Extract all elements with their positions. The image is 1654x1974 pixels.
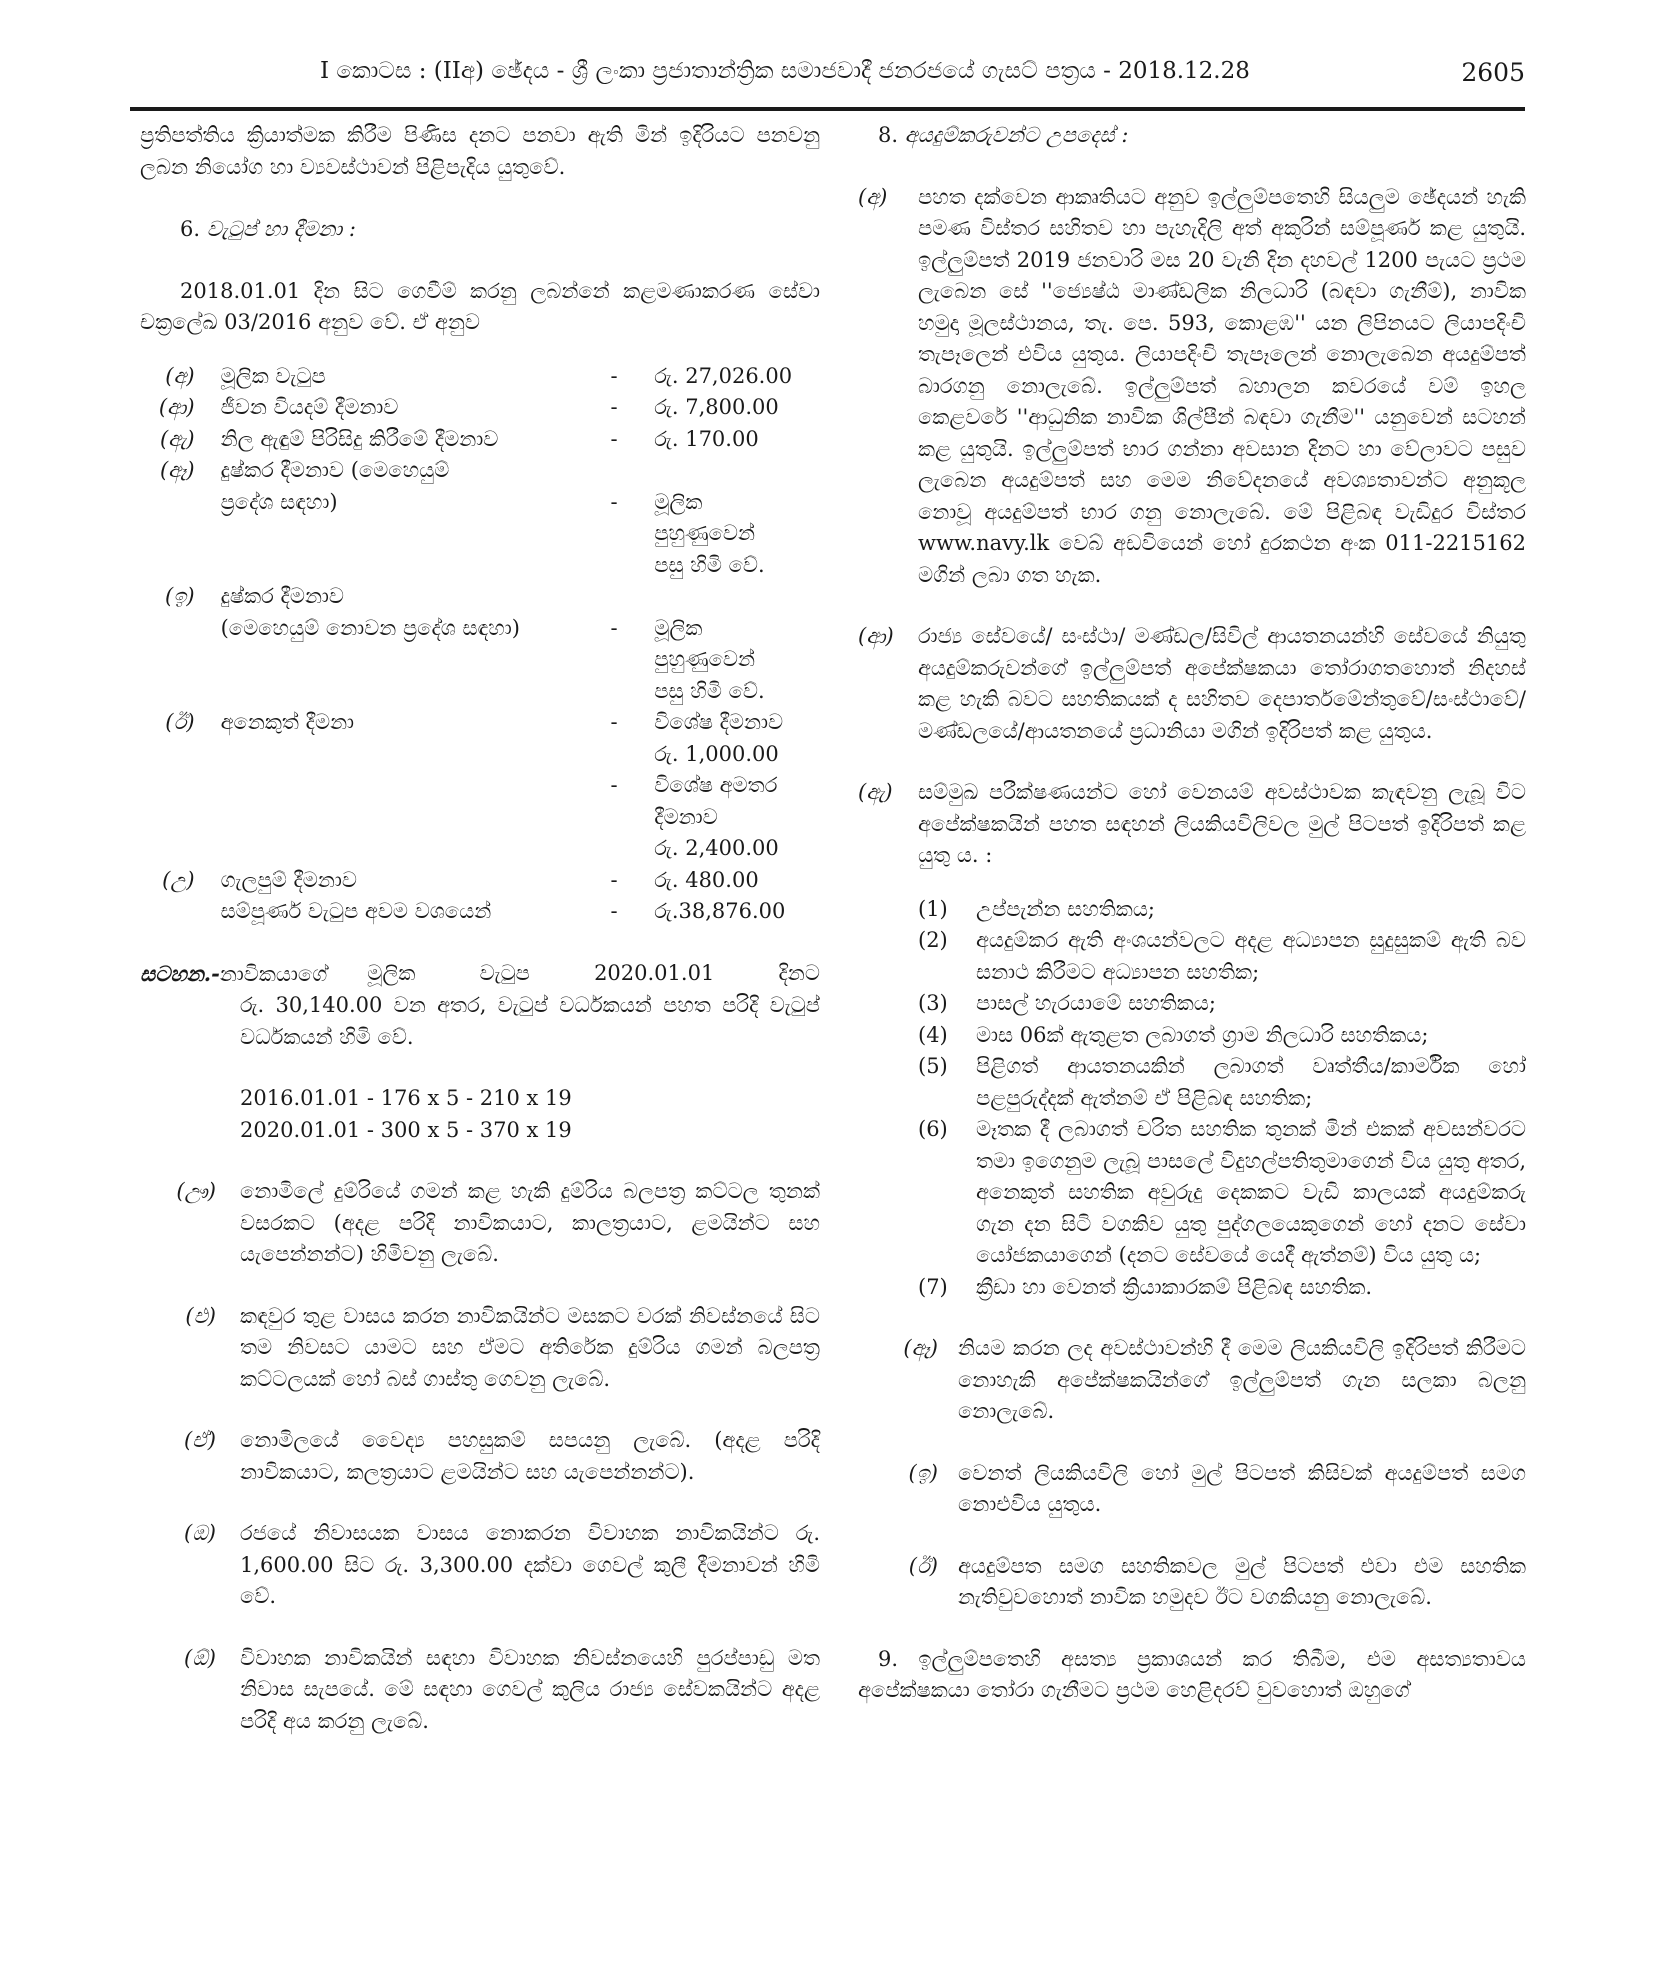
header-divider: [130, 107, 1525, 111]
item-label: (එ): [185, 1303, 216, 1328]
page-number: 2605: [1461, 58, 1525, 87]
allowance-amount: [654, 581, 820, 613]
increment-formula: 2020.01.01 - 300 x 5 - 370 x 19: [240, 1117, 572, 1142]
item-label: (ඒ): [183, 1428, 216, 1452]
allowance-label: (අ): [165, 363, 195, 388]
allowance-label: (ඉ): [165, 584, 195, 608]
item-text: සම්මුඛ පරීක්ෂණයන්ට හෝ වෙනයම් අවස්ථාවක කැඳවනු ලැබූ විට අපේක්ෂකයින් පහත සඳහන් ලියකියවිලිවල මුල් පිටපත් ඉදිරිපත් කළ යුතු ය. :: [918, 780, 1526, 867]
item-text: වෙනත් ලියකියවිලි හෝ මුල් පිටපත් කිසිවක් අයදුම්පත් සමග නොඑවිය යුතුය.: [958, 1460, 1526, 1516]
allowance-name: මූලික වැටුප: [220, 363, 326, 388]
required-documents-list: [858, 894, 1526, 1304]
allowance-row: [140, 392, 820, 424]
allowance-name: [221, 833, 611, 865]
allowance-row: [140, 833, 820, 865]
section-title: අයදුම්කරුවන්ට උපදෙස් :: [904, 123, 1129, 147]
allowance-dash: -: [610, 363, 618, 388]
allowance-dash: -: [610, 489, 618, 514]
document-text: පාසල් හැරයාමේ සහතිකය;: [976, 991, 1216, 1015]
allowance-dash: -: [610, 899, 618, 923]
benefit-items: [140, 1146, 820, 1737]
allowance-name: [221, 802, 611, 834]
allowance-name: [221, 770, 611, 802]
right-column: [858, 120, 1526, 1707]
note-label: සටහන.-: [140, 960, 220, 986]
item-text: රාජ්‍ය සේවයේ/ සංස්ථා/ මණ්ඩල/සිවිල් ආයතනයන්හි සේවයේ නියුතු අයදුම්කරුවන්ගේ ඉල්ලුම්පත් අපේක්ෂකයා තෝරාගතහොත් නිදහස් කළ හැකි බවට සහතිකයක් ද සහිතව දෙපාර්තමේන්තුවේ/සංස්ථාවේ/මණ්ඩලයේ/ආයතනයේ ප්‍රධානියා මගින් ඉදිරිපත් කළ යුතුය.: [918, 624, 1526, 743]
allowance-table: [140, 361, 820, 928]
allowance-amount: විශේෂ අමතර: [654, 773, 778, 797]
spacer: [858, 591, 1526, 621]
note-block: [140, 958, 820, 1147]
allowance-amount: රු. 7,800.00: [654, 395, 779, 419]
document-text: උප්පැන්න සහතිකය;: [976, 896, 1155, 921]
allowance-row: [140, 644, 820, 676]
allowance-dash: [610, 739, 654, 771]
allowance-name: අනෙකුත් දීමනා: [220, 710, 355, 734]
allowance-dash: -: [610, 395, 618, 419]
allowance-dash: [610, 833, 654, 865]
allowance-label: (ආ): [158, 395, 195, 419]
document-number: (7): [918, 1274, 948, 1299]
left-column: [140, 120, 820, 1737]
item-label: (ඕ): [184, 1645, 216, 1670]
allowance-dash: -: [610, 426, 618, 451]
document-number: (2): [918, 928, 948, 952]
allowance-dash: [610, 550, 654, 582]
allowance-row: [140, 613, 820, 645]
allowance-dash: [610, 581, 654, 613]
note-lead-line: සටහන.-නාවිකයාගේ මූලික වැටුප 2020.01.01 දිනට: [140, 958, 820, 991]
spacer: [858, 1428, 1526, 1458]
document-text: ක්‍රීඩා හා වෙනත් ක්‍රියාකාරකම් පිළිබඳ සහතික.: [976, 1274, 1373, 1299]
allowance-label: [140, 550, 221, 582]
allowance-name: [221, 550, 611, 582]
allowance-label: [140, 739, 221, 771]
allowance-row: [140, 770, 820, 802]
document-number: (1): [918, 896, 948, 921]
spacer: [140, 1613, 820, 1643]
allowance-amount: පසු හිමි වේ.: [654, 552, 765, 577]
document-item: [858, 925, 1526, 988]
document-number: (5): [918, 1054, 948, 1078]
section-6-heading: [140, 214, 820, 246]
note-word: දිනට: [778, 960, 820, 985]
instruction-item: [858, 1333, 1526, 1428]
intro-paragraph: ප්‍රතිපත්තිය ක්‍රියාත්මක කිරීම පිණිස දනට පනවා ඇති මින් ඉදිරියට පනවනු ලබන නියෝග හා ව්‍යවස්ථාවන් පිළිපැදිය යුතුවේ.: [140, 123, 820, 179]
instruction-item: [858, 777, 1526, 872]
benefit-item: [140, 1518, 820, 1613]
allowance-row: [140, 424, 820, 456]
allowance-dash: -: [610, 615, 618, 640]
item-label: (ඌ): [176, 1179, 216, 1203]
allowance-amount: රු. 1,000.00: [654, 741, 779, 766]
allowance-name: ගැලපුම් දීමනාව: [220, 867, 357, 892]
section-title: වැටුප් හා දීමනා :: [206, 217, 356, 241]
allowance-name: සම්පූර්ණ වැටුප අවම වශයෙන්: [220, 899, 492, 923]
benefit-item: [140, 1643, 820, 1738]
instruction-item: [858, 1551, 1526, 1614]
allowance-label: [140, 487, 221, 519]
document-item: [858, 1020, 1526, 1052]
document-number: (3): [918, 991, 948, 1015]
item-text: පහත දක්වෙන ආකෘතියට අනුව ඉල්ලුම්පතෙහි සියලුම ඡේදයන් හැකි පමණ විස්තර සහිතව හා පැහැදිලි අත් අකුරින් සම්පූර්ණ කළ යුතුයි. ඉල්ලුම්පත් 2019 ජනවාරි මස 20 වැනි දින දහවල් 1200 පැයට ප්‍රථම ලැබෙන සේ ''ජ්‍යෙෂ්ඨ මාණ්ඩලික නිලධාරි (බඳවා ගැනීම්), නාවික හමුදා මූලස්ථානය, තැ. පෙ. 593, කොළඹ'' යන ලිපිනයට ලියාපදිංචි තැපෑලෙන් එවිය යුතුය. ලියාපදිංචි තැපෑලෙන් නොලැබෙන අයදුම්පත් බාරගනු නොලැබේ. ඉල්ලුම්පත් බහාලන කවරයේ වම් ඉහල කෙළවරේ ''ආධුනික නාවික ශිල්පීන් බඳවා ගැනීම'' යනුවෙන් සටහන් කළ යුතුයි. ඉල්ලුම්පත් භාර ගන්නා අවසාන දිනට හා වේලාවට පසුව ලැබෙන අයදුම්පත් සහ මෙම නිවේදනයේ අවශ්‍යතාවන්ට අනුකූල නොවූ අයදුම්පත් භාර ගනු නොලැබේ. මේ පිළිබඳ වැඩිදුර විස්තර www.navy.lk වෙබ් අඩවියෙන් හෝ දුරකථන අංක 011-2215162 මගින් ලබා ගත හැක.: [918, 184, 1526, 587]
allowance-label: [140, 770, 221, 802]
allowance-amount: දීමනාව: [654, 804, 718, 829]
allowance-amount: පුහුණුවෙන්: [654, 521, 756, 545]
allowance-name: [221, 739, 611, 771]
allowance-row: [140, 518, 820, 550]
item-text: රජයේ නිවාසයක වාසය නොකරන විවාහක නාවිකයින්ට රු. 1,600.00 සිට රු. 3,300.00 දක්වා ගෙවල් කුලී දීමනාවන් හිමි වේ.: [240, 1521, 820, 1608]
allowance-dash: -: [610, 867, 618, 892]
allowance-amount: රු. 480.00: [654, 867, 759, 892]
item-label: (ඔ): [184, 1521, 216, 1545]
section-9-paragraph: 9. ඉල්ලුම්පතෙහි අසත්‍ය ප්‍රකාශයන් කර තිබීම, එම අසත්‍යතාවය අපේක්ෂකයා තෝරා ගැනීමට ප්‍රථම හෙළිදරව් වුවහොත් ඔහුගේ: [858, 1646, 1526, 1702]
allowance-name: දුෂ්කර දීමනාව (මෙහෙයුම්: [220, 458, 450, 482]
allowance-row: [140, 455, 820, 487]
allowance-row: [140, 581, 820, 613]
salary-intro: 2018.01.01 දින සිට ගෙවීම් කරනු ලබන්නේ කළමණාකරණ සේවා චක්‍රලේඛ 03/2016 අනුව වේ. ඒ අනුව: [140, 278, 820, 334]
item-text: කඳවුර තුළ වාසය කරන නාවිකයින්ට මසකට වරක් නිවස්නයේ සිට තම නිවසට යාමට සහ ඒමට අතිරේක දුම්රිය ගමන් බලපත්‍ර කට්ටලයක් හෝ බස් ගාස්තු ගෙවනු ලැබේ.: [240, 1303, 820, 1391]
item-label: (ඈ): [903, 1336, 938, 1360]
instruction-item: [858, 621, 1526, 747]
allowance-name: දුෂ්කර දීමනාව: [220, 584, 345, 608]
benefit-item: [140, 1301, 820, 1396]
allowance-dash: [610, 644, 654, 676]
item-label: (ඉ): [908, 1460, 938, 1485]
allowance-name: නිල ඇඳුම් පිරිසිදු කිරීමේ දීමනාව: [220, 426, 499, 451]
item-text: නොමිලේ දුම්රියේ ගමන් කළ හැකි දුම්රිය බලපත්‍ර කට්ටල තුනක් වසරකට (අදළ පරිදි නාවිකයාට, කාලත්‍රයාට, ළමයින්ට සහ යැපෙන්නන්ට) හිමිවනු ලැබේ.: [240, 1179, 820, 1266]
allowance-name: ජීවන වියදම් දීමනාව: [220, 395, 399, 419]
allowance-label: [140, 644, 221, 676]
instruction-items-after: [858, 1303, 1526, 1614]
allowance-label: (ඇ): [159, 426, 195, 451]
spacer: [140, 1395, 820, 1425]
allowance-amount: රු. 170.00: [654, 426, 759, 451]
allowance-label: [140, 676, 221, 708]
increment-formula: 2016.01.01 - 176 x 5 - 210 x 19: [240, 1086, 572, 1110]
allowance-dash: [610, 455, 654, 487]
spacer: [140, 1146, 820, 1176]
allowance-row: [140, 707, 820, 739]
allowance-name: [221, 518, 611, 550]
allowance-dash: -: [610, 710, 618, 734]
document-number: (6): [918, 1117, 948, 1141]
document-item: [858, 1272, 1526, 1304]
allowance-name: [221, 676, 611, 708]
allowance-label: [140, 833, 221, 865]
spacer: [858, 1521, 1526, 1551]
allowance-amount: රු. 2,400.00: [654, 836, 779, 860]
spacer: [140, 1271, 820, 1301]
page-header: [130, 58, 1525, 98]
document-text: අයදුම්කර ඇති අංශයන්වලට අදළ අධ්‍යාපන සුදුසුකම් ඇති බව සනාථ කිරීමට අධ්‍යාපන සහතික;: [976, 928, 1526, 984]
allowance-amount: මූලික: [654, 489, 703, 514]
spacer: [858, 1303, 1526, 1333]
allowance-name: ප්‍රදේශ සඳහා): [220, 489, 338, 514]
benefit-item: [140, 1176, 820, 1271]
allowance-amount: විශේෂ දීමනාව: [654, 710, 784, 734]
note-word: වැටුප: [479, 960, 530, 985]
allowance-row: [140, 865, 820, 897]
allowance-dash: -: [610, 773, 618, 797]
instruction-items: [858, 182, 1526, 872]
item-text: නොමිලයේ වෛද්‍ය පහසුකම් සපයනු ලැබේ. (අදළ පරිදි නාවිකයාට, කලත්‍රයාට ළමයින්ට සහ යැපෙන්නන්ට).: [240, 1428, 820, 1484]
instruction-item: [858, 1458, 1526, 1521]
spacer: [858, 747, 1526, 777]
document-item: [858, 988, 1526, 1020]
document-item: [858, 894, 1526, 926]
allowance-label: [140, 613, 221, 645]
allowance-amount: රු.38,876.00: [654, 899, 786, 923]
note-word: මූලික: [367, 960, 416, 985]
allowance-row: [140, 361, 820, 393]
item-label: (ඊ): [908, 1553, 938, 1578]
item-text: නියම කරන ලද අවස්ථාවන්හි දී මෙම ලියකියවිලි ඉදිරිපත් කිරීමට නොහැකි අපේක්ෂකයින්ගේ ඉල්ලුම්පත් ගැන සලකා බලනු නොලැබේ.: [958, 1336, 1526, 1423]
document-item: [858, 1114, 1526, 1272]
allowance-amount: පුහුණුවෙන්: [654, 647, 756, 671]
allowance-name: [221, 644, 611, 676]
allowance-label: [140, 896, 221, 928]
allowance-label: (උ): [162, 867, 195, 892]
allowance-amount: රු. 27,026.00: [654, 363, 793, 388]
allowance-row: [140, 896, 820, 928]
document-text: මෑතක දී ලබාගත් චරිත සහතික තුනක් මින් එකක් අවසන්වරට තමා ඉගෙනුම ලැබූ පාසලේ විදුහල්පතිතුමාගෙන් විය යුතු අතර, අනෙකුත් සහතික අවුරුදු දෙකකට වැඩි කාලයක් අයදුම්කරු ගැන දන සිටි වගකිව යුතු පුද්ගලයෙකුගෙන් හෝ දනට සේවා යෝජකයාගෙන් (දනට සේවයේ යෙදී ඇත්නම්) විය යුතු ය;: [976, 1117, 1526, 1267]
allowance-dash: [610, 518, 654, 550]
item-label: (අ): [858, 184, 888, 209]
allowance-amount: මූලික: [654, 615, 703, 640]
document-item: [858, 1051, 1526, 1114]
allowance-label: [140, 802, 221, 834]
allowance-amount: [654, 455, 820, 487]
document-text: මාස 06ක් ඇතුළත ලබාගත් ග්‍රාම නිලධාරි සහතිකය;: [976, 1022, 1429, 1047]
allowance-row: [140, 550, 820, 582]
document-text: පිළිගත් ආයතනයකින් ලබාගත් වෘත්තීය/කාර්මික හෝ පළපුරුද්දක් ඇත්නම් ඒ පිළිබඳ සහතික;: [976, 1054, 1526, 1110]
allowance-dash: [610, 802, 654, 834]
instruction-item: [858, 182, 1526, 592]
note-word: 2020.01.01: [594, 960, 715, 985]
allowance-amount: පසු හිමි වේ.: [654, 678, 765, 703]
allowance-row: [140, 676, 820, 708]
item-label: (ඇ): [858, 780, 893, 804]
section-number: 6.: [180, 217, 201, 241]
item-text: අයදුම්පත සමග සහතිකවල මුල් පිටපත් එවා එම සහතික නැතිවුවහොත් නාවික හමුදව ඊට වගකියනු නොලැබේ.: [958, 1553, 1526, 1609]
allowance-row: [140, 739, 820, 771]
benefit-item: [140, 1425, 820, 1488]
allowance-dash: [610, 676, 654, 708]
allowance-label: [140, 518, 221, 550]
allowance-row: [140, 802, 820, 834]
document-number: (4): [918, 1022, 948, 1047]
section-number: 8.: [878, 123, 899, 147]
allowance-label: (ඊ): [165, 710, 195, 734]
allowance-label: (ඈ): [159, 458, 195, 482]
allowance-row: [140, 487, 820, 519]
gazette-title: I කොටස : (IIඅ) ඡේදය - ශ්‍රී ලංකා ප්‍රජාතාන්ත්‍රික සමාජවාදී ජනරජයේ ගැසට් පත්‍රය - 2018.12.28: [320, 58, 1250, 84]
item-text: විවාහක නාවිකයින් සඳහා විවාහක නිවස්නයෙහි පුරප්පාඩු මත නිවාස සැපයේ. මේ සඳහා ගෙවල් කුලිය රාජ්‍ය සේවකයින්ට අදළ පරිදි අය කරනු ලැබේ.: [240, 1645, 820, 1733]
allowance-name: (මෙහෙයුම් නොවන ප්‍රදේශ සඳහා): [220, 615, 520, 640]
note-body: රු. 30,140.00 වන අතර, වැටුප් වර්ධකයන් පහත පරිදි වැටුප් වර්ධකයන් හිමි වේ.: [240, 993, 820, 1049]
item-label: (ආ): [858, 624, 894, 648]
spacer: [140, 1488, 820, 1518]
section-8-heading: [858, 120, 1526, 152]
